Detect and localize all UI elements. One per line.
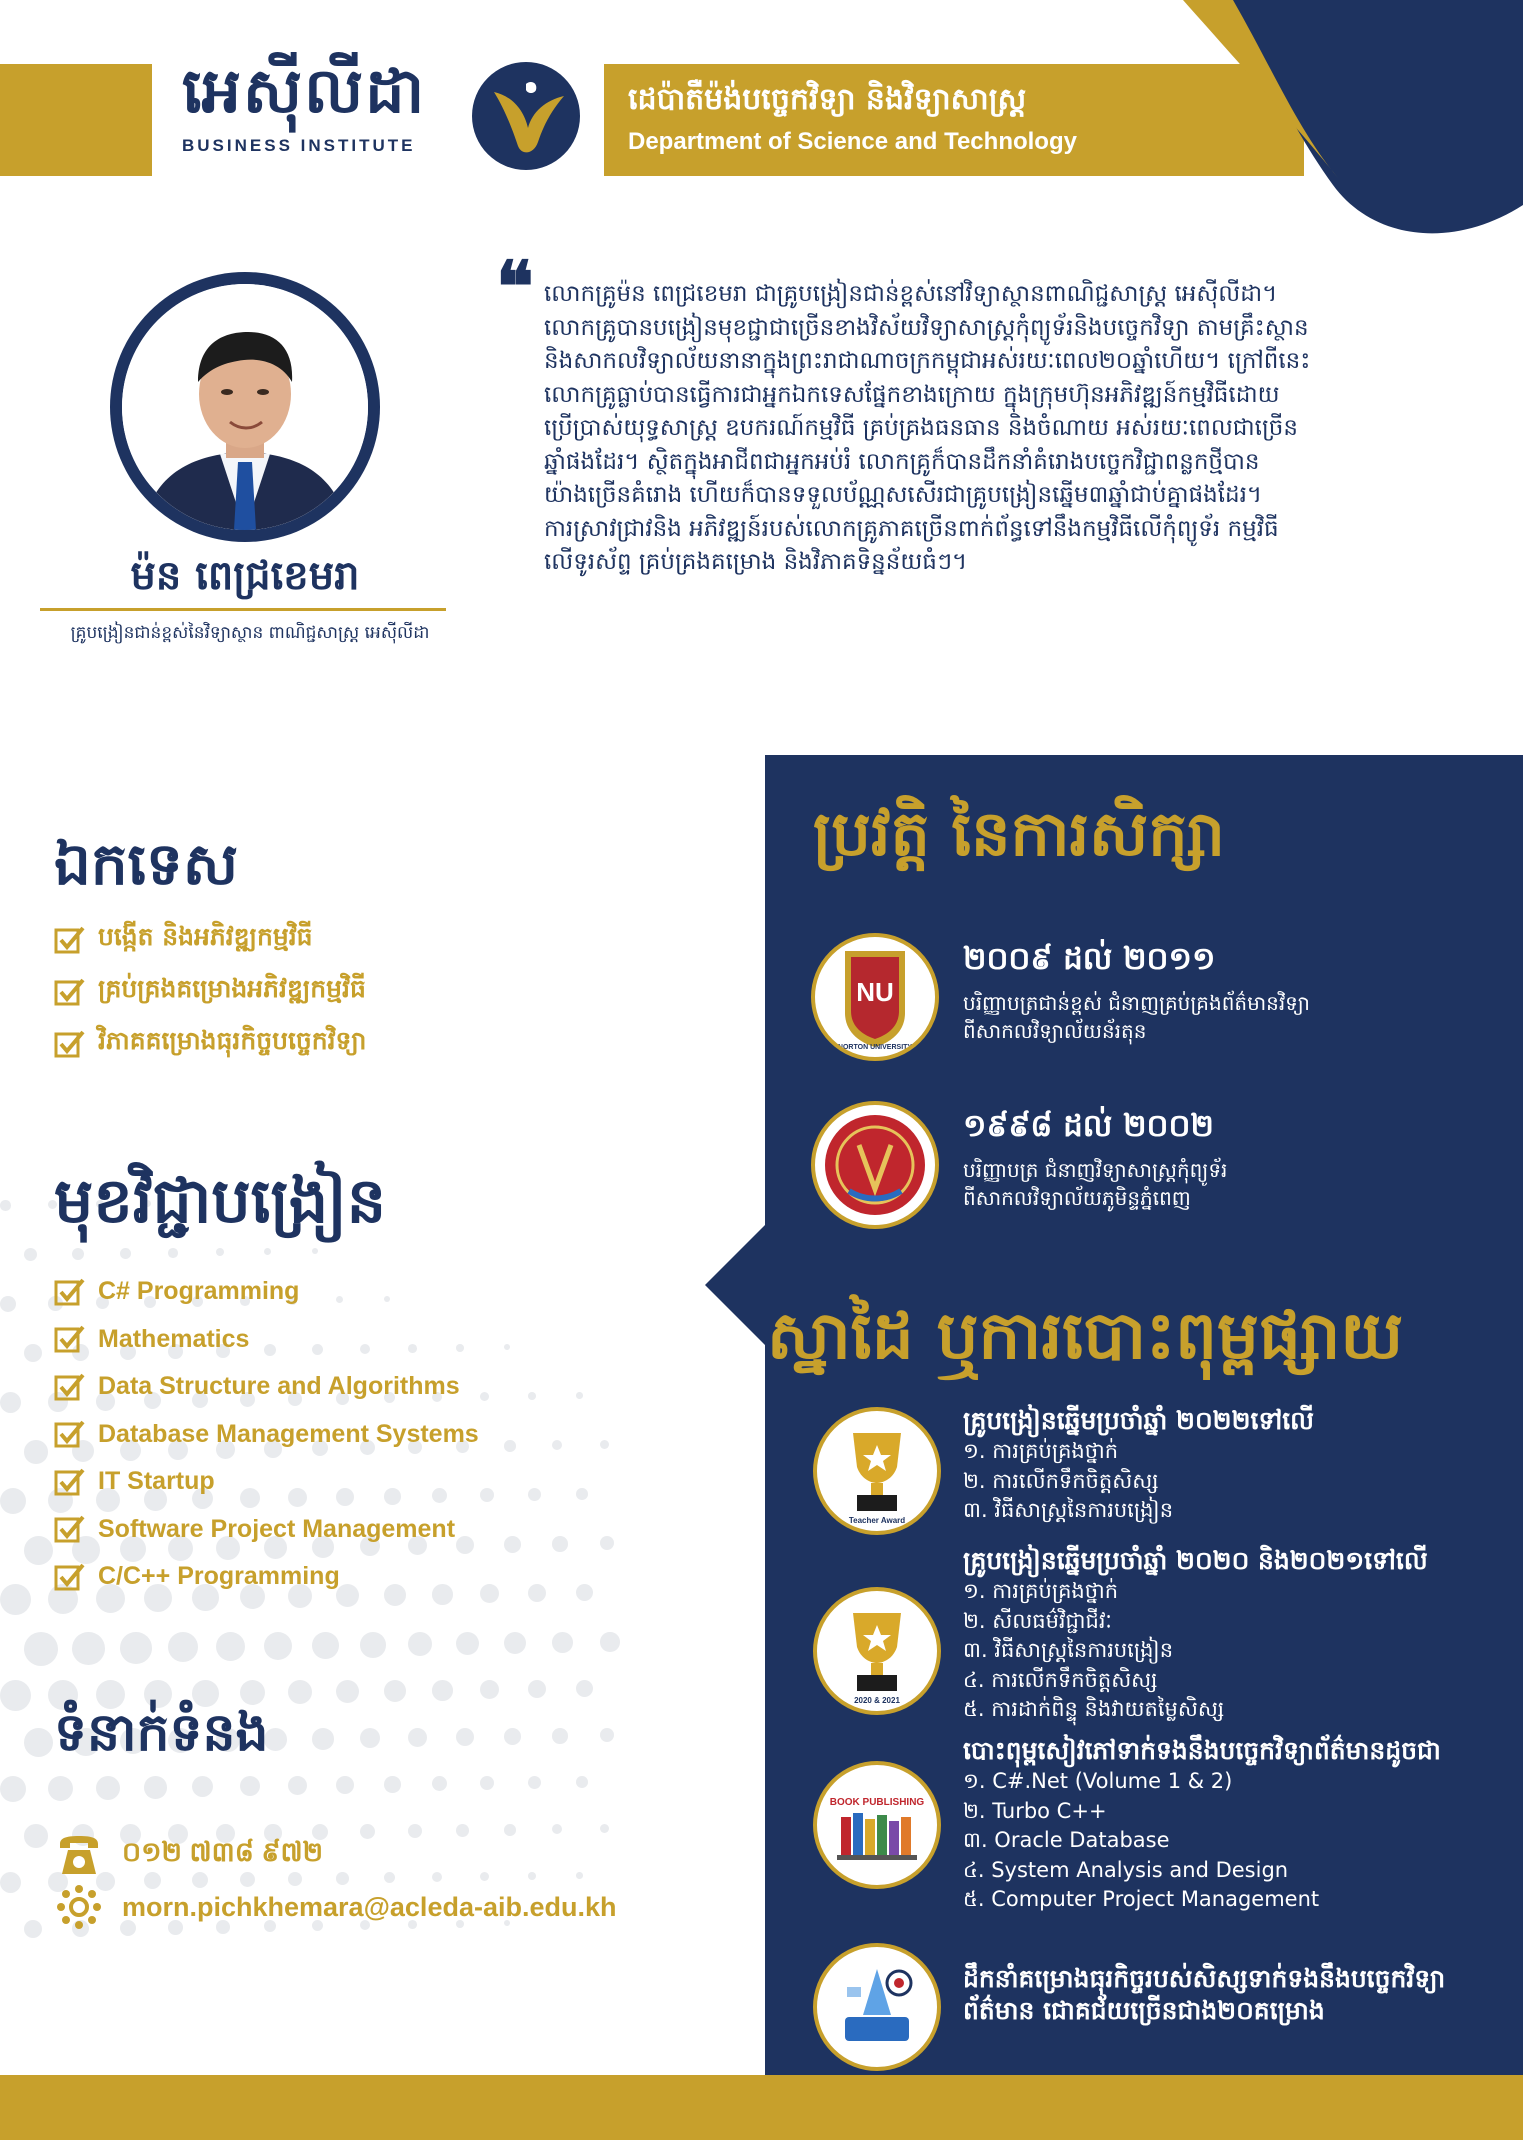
award-title: ព័ត៌មាន ជោគជ័យច្រើនជាង២០គម្រោង: [963, 1996, 1325, 2025]
subject-label: Mathematics: [98, 1324, 250, 1353]
person-title: គ្រូបង្រៀនជាន់ខ្ពស់នៃវិទ្យាស្ថាន ពាណិជ្ជសាស្ត្រ អេស៊ីលីដា: [70, 623, 430, 643]
decor-dot: [432, 1872, 442, 1882]
decor-dot: [216, 1632, 245, 1661]
subject-label: C# Programming: [98, 1277, 300, 1306]
decor-dot: [504, 1824, 516, 1836]
award-item: ៥. Computer Project Management: [963, 1887, 1320, 1911]
contact-heading: ទំនាក់ទំនង: [54, 1703, 269, 1763]
phone-icon: [56, 1832, 102, 1878]
decor-dot: [576, 1488, 588, 1500]
subject-label: Database Management Systems: [98, 1419, 479, 1448]
decor-dot: [24, 1248, 37, 1261]
award-item: ១. ការគ្រប់គ្រងថ្នាក់: [963, 1439, 1119, 1463]
award-item: ៣. Oracle Database: [963, 1828, 1170, 1852]
badge-text: 2020 & 2021: [854, 1696, 900, 1705]
decor-dot: [600, 1824, 609, 1833]
education-school: ពីសាកលវិទ្យាល័យន័រតុន: [963, 1019, 1147, 1043]
checkbox-icon: [54, 1561, 86, 1593]
decor-dot: [480, 1392, 489, 1401]
decor-dot: [480, 1488, 494, 1502]
list-item: [54, 966, 366, 1018]
rupp-logo: [811, 1101, 939, 1229]
decor-dot: [552, 1536, 568, 1552]
decor-dot: [144, 1776, 167, 1799]
decor-dot: [528, 1392, 536, 1400]
decor-dot: [480, 1776, 494, 1790]
list-item: [54, 1411, 479, 1459]
list-item: [54, 1506, 479, 1554]
award-title: គ្រូបង្រៀនឆ្នើមប្រចាំឆ្នាំ ២០២២ទៅលើ: [963, 1406, 1314, 1435]
decor-dot: [384, 1872, 395, 1883]
bio-line: ប្រើប្រាស់យុទ្ធសាស្ត្រ ឧបករណ៍កម្មវិធី គ្រប់គ្រងធនធាន និងចំណាយ អស់រយៈពេលជាច្រើន: [544, 415, 1299, 441]
decor-dot: [192, 1776, 213, 1797]
decor-dot: [576, 1392, 583, 1399]
decor-dot: [456, 1632, 479, 1655]
profile-photo: [122, 284, 368, 530]
award-item: ១. ការគ្រប់គ្រងថ្នាក់: [963, 1579, 1119, 1603]
header-gold-block: [0, 64, 152, 176]
decor-dot: [384, 1776, 401, 1793]
decor-dot: [336, 1872, 349, 1885]
decor-dot: [24, 1536, 53, 1565]
decor-dot: [504, 1344, 510, 1350]
decor-dot: [552, 1728, 568, 1744]
award-item: ២. សីលធម៌វិជ្ជាជីវៈ: [963, 1608, 1112, 1633]
subject-label: C/C++ Programming: [98, 1562, 340, 1591]
decor-dot: [528, 1776, 541, 1789]
award-item: ២. ការលើកទឹកចិត្តសិស្ស: [963, 1468, 1159, 1493]
subjects-list: [54, 1268, 479, 1601]
subjects-heading: មុខវិជ្ជាបង្រៀន: [54, 1164, 387, 1237]
decor-dot: [432, 1680, 453, 1701]
institute-logo: [182, 54, 462, 156]
award-title: បោះពុម្ពសៀវភៅទាក់ទងនឹងបច្ចេកវិទ្យាព័ត៌មានដូចជា: [963, 1736, 1441, 1765]
checkbox-icon: [54, 924, 86, 956]
corner-decoration: [1123, 0, 1523, 250]
award-item: ៤. System Analysis and Design: [963, 1857, 1289, 1882]
department-title-english: Department of Science and Technology: [628, 128, 1077, 155]
name-divider: [40, 608, 446, 611]
trophy-icon: [813, 1587, 941, 1715]
education-years: ២០០៩ ដល់ ២០១១: [963, 941, 1216, 977]
decor-dot: [24, 1728, 53, 1757]
list-item: [54, 1018, 366, 1070]
startup-project-icon: [813, 1943, 941, 2071]
award-item: ៤. ការលើកទឹកចិត្តសិស្ស: [963, 1667, 1158, 1692]
skill-label: វិភាគគម្រោងធុរកិច្ចបច្ចេកវិទ្យា: [98, 1026, 367, 1055]
list-item: [54, 1553, 479, 1601]
decor-dot: [360, 1632, 386, 1658]
decor-dot: [288, 1680, 312, 1704]
award-title: គ្រូបង្រៀនឆ្នើមប្រចាំឆ្នាំ ២០២០ និង២០២១ទៅលើ: [963, 1546, 1428, 1575]
award-item: ១. C#.Net (Volume 1 & 2): [963, 1769, 1233, 1793]
checkbox-icon: [54, 1276, 86, 1308]
decor-dot: [360, 1824, 375, 1839]
checkbox-icon: [54, 1418, 86, 1450]
decor-dot: [0, 1680, 31, 1711]
decor-dot: [0, 1872, 21, 1893]
award-item: ២. Turbo C++: [963, 1798, 1107, 1823]
bio-line: ការស្រាវជ្រាវនិង អភិវឌ្ឍន៍របស់លោកគ្រូភាគច្រើនពាក់ព័ន្ធទៅនឹងកម្មវិធីលើកុំព្យូទ័រ កម្មវិធី: [544, 515, 1279, 542]
decor-dot: [312, 1728, 334, 1750]
checkbox-icon: [54, 1028, 86, 1060]
decor-dot: [336, 1680, 359, 1703]
decor-dot: [24, 1632, 58, 1666]
email-contact: [56, 1884, 616, 1930]
person-name: ម៉ន ពេជ្រខេមរា: [130, 553, 360, 599]
logo-khmer-text: អេស៊ីលីដា: [182, 54, 427, 127]
decor-dot: [0, 1200, 11, 1211]
bio-line: លោកគ្រូធ្លាប់បានធ្វើការជាអ្នកឯកទេសផ្នែកខាងក្រោយ ក្នុងក្រុមហ៊ុនអភិវឌ្ឍន៍កម្មវិធីដោយ: [544, 381, 1280, 408]
decor-dot: [96, 1776, 120, 1800]
decor-dot: [504, 1536, 521, 1553]
education-degree: បរិញ្ញាបត្រជាន់ខ្ពស់ ជំនាញគ្រប់គ្រងព័ត៌មានវិទ្យា: [963, 991, 1310, 1015]
skills-heading: ឯកទេស: [54, 830, 239, 898]
award-entry: [963, 1405, 1314, 1526]
badge-text: BOOK PUBLISHING: [829, 1797, 925, 1808]
subject-label: Software Project Management: [98, 1514, 456, 1543]
list-item: [54, 914, 366, 966]
award-entry: [963, 1963, 1445, 2027]
decor-dot: [528, 1872, 536, 1880]
decor-dot: [408, 1824, 422, 1838]
decor-dot: [600, 1536, 614, 1550]
bio-line: លោកគ្រូបានបង្រៀនមុខជ្ជាជាច្រើនខាងវិស័យវិទ្យាសាស្ត្រកុំព្យូទ័រនិងបច្ចេកវិទ្យា តាមគ្រឹះស្ថាន: [544, 314, 1309, 341]
checkbox-icon: [54, 1323, 86, 1355]
right-panel: [705, 755, 1523, 2075]
book-publishing-icon: [813, 1761, 941, 1889]
quote-icon: ❝: [496, 245, 534, 328]
decor-dot: [408, 1728, 427, 1747]
logo-sub-text: BUSINESS INSTITUTE: [182, 136, 416, 155]
decor-dot: [48, 1776, 73, 1801]
decor-dot: [480, 1872, 489, 1881]
bio-line: ឆ្នាំផងដែរ។ ស្ថិតក្នុងអាជីពជាអ្នកអប់រំ លោកគ្រូក៏បានដឹកនាំគំរោងបច្ចេកវិជ្ជាពន្លកថ្មីបាន: [544, 448, 1260, 475]
education-degree: បរិញ្ញាបត្រ ជំនាញវិទ្យាសាស្ត្រកុំព្យូទ័រ: [963, 1158, 1228, 1182]
decor-dot: [480, 1680, 499, 1699]
decor-dot: [24, 1824, 48, 1848]
decor-dot: [504, 1440, 516, 1452]
subject-label: Data Structure and Algorithms: [98, 1372, 460, 1401]
decor-dot: [528, 1488, 541, 1501]
decor-dot: [0, 1488, 26, 1514]
decor-dot: [528, 1680, 546, 1698]
bird-logo-icon: [472, 62, 580, 170]
decor-dot: [24, 1344, 42, 1362]
email-icon: [56, 1884, 102, 1930]
decor-dot: [288, 1776, 307, 1795]
decor-dot: [432, 1776, 447, 1791]
list-item: [54, 1458, 479, 1506]
decor-dot: [504, 1632, 526, 1654]
list-item: [54, 1363, 479, 1411]
decor-dot: [576, 1776, 588, 1788]
decor-dot: [264, 1632, 292, 1660]
decor-dot: [576, 1680, 593, 1697]
profile-photo-frame: [110, 272, 380, 542]
list-item: [54, 1316, 479, 1364]
education-years: ១៩៩៨ ដល់ ២០០២: [963, 1108, 1214, 1144]
decor-dot: [576, 1872, 583, 1879]
award-item: ៣. វិធីសាស្ត្រនៃការបង្រៀន: [963, 1638, 1174, 1662]
checkbox-icon: [54, 976, 86, 1008]
checkbox-icon: [54, 1371, 86, 1403]
decor-dot: [576, 1584, 593, 1601]
bio-line: យ៉ាងច្រើនគំរោង ហើយក៏បានទទួលប័ណ្ណសសើរជាគ្រូបង្រៀនឆ្នើម៣ឆ្នាំជាប់គ្នាផងដែរ។: [544, 482, 1263, 508]
decor-dot: [168, 1632, 198, 1662]
education-entry: [963, 940, 1310, 1045]
education-school: ពីសាកលវិទ្យាល័យភូមិន្ទភ្នំពេញ: [963, 1186, 1191, 1210]
skill-label: បង្កើត និងអភិវឌ្ឍកម្មវិធី: [98, 922, 313, 951]
award-entry: [963, 1545, 1428, 1725]
award-item: ៣. វិធីសាស្ត្រនៃការបង្រៀន: [963, 1498, 1174, 1522]
decor-dot: [456, 1728, 474, 1746]
biography: [544, 278, 1450, 580]
award-item: ៥. ការដាក់ពិន្ទុ និងវាយតម្លៃសិស្ស: [963, 1697, 1225, 1721]
decor-dot: [240, 1776, 260, 1796]
decor-dot: [360, 1728, 380, 1748]
decor-dot: [456, 1824, 469, 1837]
decor-dot: [384, 1680, 406, 1702]
bio-line: និងសាកលវិទ្យាល័យនានាក្នុងព្រះរាជាណាចក្រកម្ពុជាអស់រយៈពេល២០ឆ្នាំហើយ។ ក្រៅពីនេះ: [544, 348, 1311, 374]
decor-dot: [600, 1440, 609, 1449]
decor-dot: [312, 1632, 339, 1659]
decor-dot: [72, 1632, 105, 1665]
skill-label: គ្រប់គ្រងគម្រោងអភិវឌ្ឍកម្មវិធី: [98, 974, 366, 1003]
decor-dot: [120, 1632, 152, 1664]
decor-dot: [552, 1440, 562, 1450]
decor-dot: [600, 1728, 614, 1742]
award-entry: [963, 1735, 1441, 1915]
decor-dot: [408, 1632, 432, 1656]
decor-dot: [0, 1584, 31, 1615]
decor-dot: [336, 1776, 354, 1794]
bio-line: លោកគ្រូម៉ន ពេជ្រខេមរា ជាគ្រូបង្រៀនជាន់ខ្ពស់នៅវិទ្យាស្ថានពាណិជ្ជសាស្ត្រ អេស៊ីលីដា។: [544, 281, 1278, 307]
decor-dot: [552, 1632, 573, 1653]
footer-bar: [0, 2075, 1523, 2140]
logo-text: NU: [856, 977, 894, 1007]
badge-text: Teacher Award: [848, 1516, 906, 1525]
decor-dot: [0, 1776, 26, 1802]
decor-dot: [480, 1584, 499, 1603]
subject-label: IT Startup: [98, 1467, 215, 1496]
trophy-icon: [813, 1407, 941, 1535]
logo-caption: NORTON UNIVERSITY: [837, 1044, 913, 1051]
decor-dot: [24, 1440, 48, 1464]
award-title: ដឹកនាំគម្រោងធុរកិច្ចរបស់សិស្សទាក់ទងនឹងបច្ចេកវិទ្យា: [963, 1964, 1446, 1993]
education-heading: ប្រវត្តិ នៃការសិក្សា: [813, 797, 1225, 870]
email-address[interactable]: morn.pichkhemara@acleda-aib.edu.kh: [122, 1891, 617, 1922]
phone-number[interactable]: ០១២ ៧៣៨ ៩៧២: [122, 1836, 324, 1867]
norton-university-logo: [811, 933, 939, 1061]
decor-dot: [0, 1392, 21, 1413]
decor-dot: [0, 1296, 16, 1312]
checkbox-icon: [54, 1466, 86, 1498]
decor-dot: [528, 1584, 546, 1602]
department-title-khmer: ដេប៉ាតឺម៉ង់បច្ចេកវិទ្យា និងវិទ្យាសាស្ត្រ: [628, 82, 1027, 117]
checkbox-icon: [54, 1513, 86, 1545]
decor-dot: [24, 1920, 42, 1938]
bio-line: លើទូរស័ព្ទ គ្រប់គ្រងគម្រោង និងវិភាគទិន្នន័យធំៗ។: [544, 549, 968, 575]
skills-list: [54, 914, 366, 1070]
decor-dot: [552, 1824, 562, 1834]
education-entry: [963, 1107, 1227, 1212]
achievements-heading: ស្នាដៃ ឬការបោះពុម្ពផ្សាយ: [767, 1297, 1404, 1374]
decor-dot: [504, 1728, 521, 1745]
decor-dot: [600, 1632, 620, 1652]
list-item: [54, 1268, 479, 1316]
phone-contact: [56, 1832, 323, 1878]
